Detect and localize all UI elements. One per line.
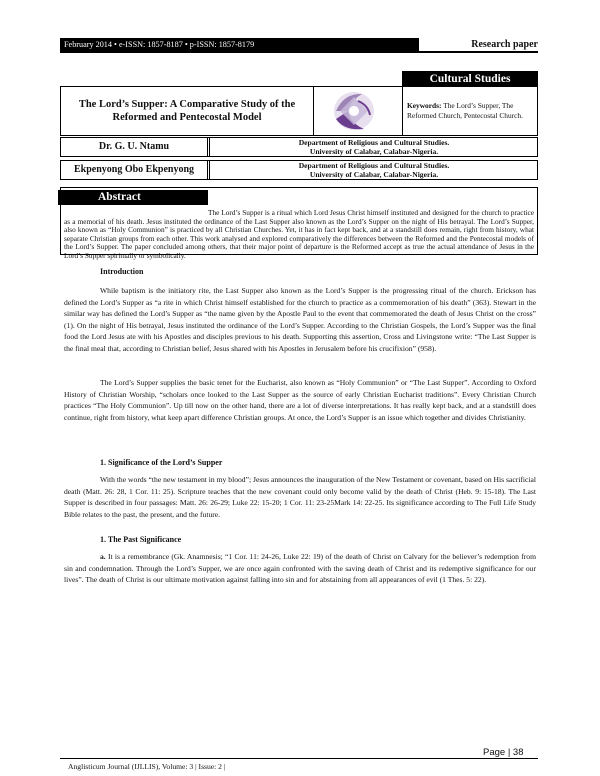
author-name: Ekpenyong Obo Ekpenyong xyxy=(61,161,208,179)
section-label: Cultural Studies xyxy=(402,71,538,87)
keywords-text: The Lord’s Supper, The Reformed Church, Pentecostal Church. xyxy=(407,101,523,120)
author-affiliation xyxy=(209,138,538,156)
paper-title: The Lord’s Supper: A Comparative Study of the Reformed and Pentecostal Model xyxy=(78,99,296,123)
page-number: Page | 38 xyxy=(483,747,524,758)
paragraph: While baptism is the initiatory rite, the Last Supper also known as the Lord’s Supper is the progressing ritual of the church. Erickson has defined the Lord’s Supper as “a rite in which Christ himself established for the church to practice as a commemoration of his death” (363). Stewart in the similar way has defined the Lord’s Supper as “the name given by the Apostle Paul to the event that commemorated the death of Jesus Christ on the cross” (1). On the night of His betrayal, Jesus instituted the ordinance of the Lord’s Supper. According to the Christian Gospels, the Lord’s Supper was the final food the Lord Jesus ate with his Apostles and disciples previous to his death. Supporting this assertion, Cross and Livingstone write: “The Last Supper is the final meal that, according to Christian belief, Jesus shared with his Apostles in Jerusalem before his crucifixion” (958). xyxy=(64,286,536,353)
paragraph xyxy=(64,551,536,586)
author-affiliation xyxy=(209,161,538,179)
section-heading: 1. The Past Significance xyxy=(100,535,182,544)
paper-type: Research paper xyxy=(471,39,538,50)
journal-logo-icon xyxy=(314,87,400,135)
paragraph: The Lord’s Supper supplies the basic tenet for the Eucharist, also known as “Holy Communion” or “The Last Supper”. According to Oxford History of Christian Worship, “scholars once looked to the Last Supper as the source of early Christian Eucharist traditions”. Every Christian Church practices “The Holy Communion”. Up till now on the other hand, there are a lot of diverse interpretations. It has really kept back, and at a standstill does continue, right from history, what keep apart difference Christian groups. At once, the Lord’s Supper is an issue which together and divides Christianity. xyxy=(64,378,536,422)
author-name: Dr. G. U. Ntamu xyxy=(61,138,208,156)
journal-footer: Anglisticum Journal (IJLLIS), Volume: 3 | Issue: 2 | xyxy=(68,762,226,771)
section-heading: 1. Significance of the Lord’s Supper xyxy=(100,458,223,467)
abstract-label: Abstract xyxy=(58,190,208,205)
paragraph: With the words “the new testament in my blood”; Jesus announces the inauguration of the New Testament or covenant, based on His sacrificial death (Matt. 26: 28, 1 Cor. 11: 25). Scripture teaches that the new covenant could only become valid by the death of Christ (Heb. 9: 15-18). The Last Supper is described in four passages: Matt. 26: 26-29; Luke 22: 15-20; 1 Cor. 11: 23-25Mark 14: 22-25. Its significance according to The Full Life Study Bible relates to the past, the present, and the future. xyxy=(64,475,536,519)
keywords-cell xyxy=(403,87,537,135)
issue-line: February 2014 • e-ISSN: 1857-8187 • p-ISSN: 1857-8179 xyxy=(60,38,419,51)
journal-logo xyxy=(313,87,403,135)
paragraph-text: It is a remembrance (Gk. Anamnesis; “1 Cor. 11: 24-26, Luke 22: 19) of the death of Christ on Calvary for the believer’s redemption from sin and condemnation. Through the Lord’s Supper, we are once again confronted with the saving death of Christ and its redemptive significance for our lives”. The death of Christ is our ultimate motivation against falling into sin and for abstaining from all appearances of evil (1 Thes. 5: 22). xyxy=(64,552,536,584)
affiliation-line: University of Calabar, Calabar-Nigeria. xyxy=(309,170,439,179)
affiliation-line: Department of Religious and Cultural Studies. xyxy=(298,161,450,170)
affiliation-line: University of Calabar, Calabar-Nigeria. xyxy=(309,147,439,156)
keywords-label: Keywords: xyxy=(407,101,442,110)
affiliation-line: Department of Religious and Cultural Studies. xyxy=(298,138,450,147)
abstract-text: The Lord’s Supper is a ritual which Lord Jesus Christ himself instituted and designed for the church to practice as a memorial of his death. Jesus instituted the ordinance of the Last Supper also known as the Lord’s Supper on the night of His betrayal. The Lord’s Supper, also known as “Holy Communion” is practiced by all Christian Churches. Yet, it has in fact kept back, and at a standstill does remain, right from history, what separate Christian groups from each other. This work analysed and explored comparatively the differences between the Reformed and the Pentecostal models of the Lord’s Supper. The paper concluded among others, that their major point of departure is the Reformed accept as true the actual attendance of Jesus in the Lord’s Supper spiritually or symbolically. xyxy=(64,208,534,260)
journal-header xyxy=(60,38,538,53)
footer-rule xyxy=(60,758,538,759)
author-row xyxy=(60,160,538,180)
section-heading: Introduction xyxy=(100,267,144,276)
author-row xyxy=(60,137,538,157)
title-table xyxy=(60,86,538,136)
list-marker: a. xyxy=(100,552,106,561)
